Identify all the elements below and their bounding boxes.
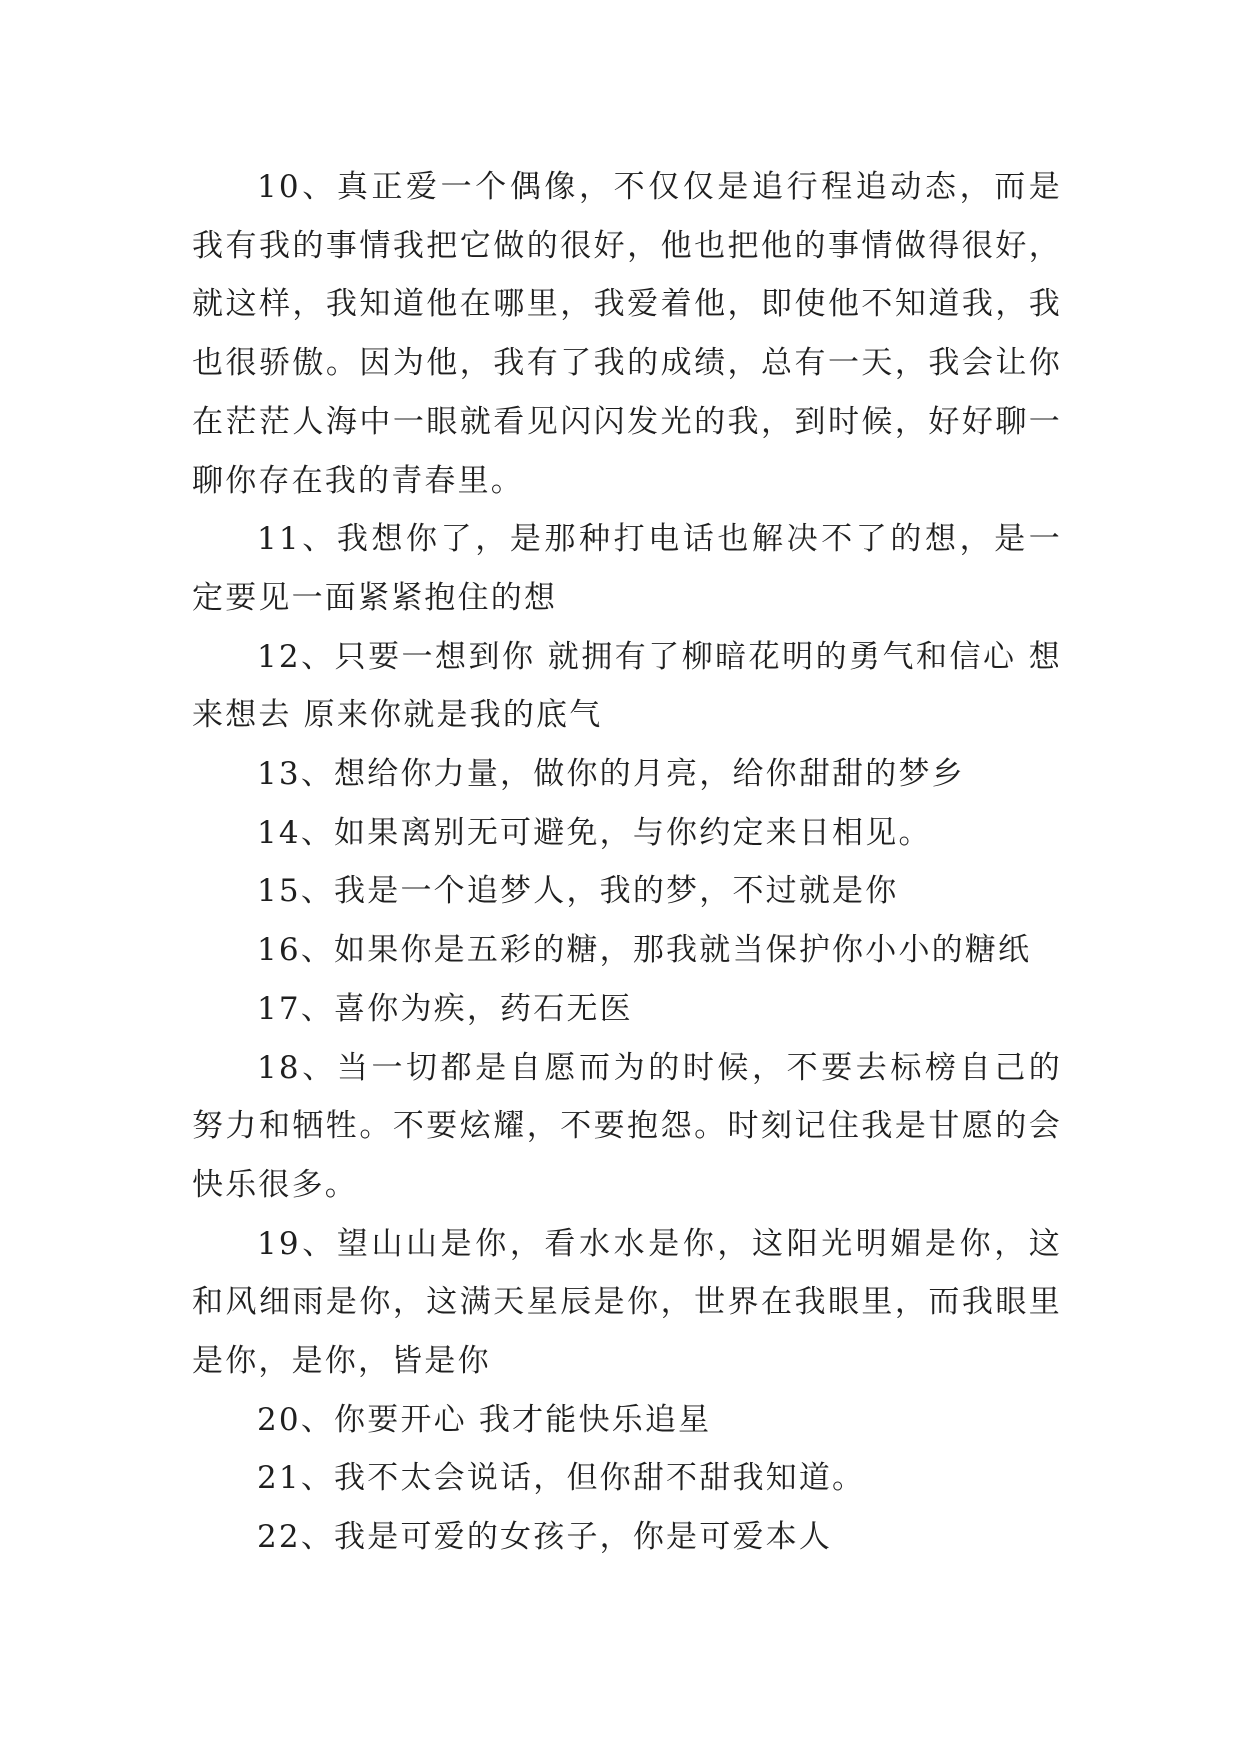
paragraph-16: 16、如果你是五彩的糖，那我就当保护你小小的糖纸 (257, 932, 1032, 969)
paragraph-11: 11、我想你了，是那种打电话也解决不了的想，是一定要见一面紧紧抱住的想 (192, 521, 1062, 616)
paragraph-15: 15、我是一个追梦人，我的梦，不过就是你 (257, 873, 899, 910)
document-body (192, 158, 1062, 1567)
paragraph-12: 12、只要一想到你 就拥有了柳暗花明的勇气和信心 想来想去 原来你就是我的底气 (192, 638, 1062, 734)
paragraph-13: 13、想给你力量，做你的月亮，给你甜甜的梦乡 (257, 756, 965, 793)
paragraph-18: 18、当一切都是自愿而为的时候，不要去标榜自己的努力和牺牲。不要炫耀，不要抱怨。时刻记住我是甘愿的会快乐很多。 (192, 1049, 1062, 1203)
paragraph-21: 21、我不太会说话，但你甜不甜我知道。 (257, 1460, 866, 1497)
paragraph-17: 17、喜你为疾，药石无医 (257, 990, 633, 1027)
paragraph-22: 22、我是可爱的女孩子，你是可爱本人 (257, 1519, 833, 1556)
paragraph-10: 10、真正爱一个偶像，不仅仅是追行程追动态，而是我有我的事情我把它做的很好，他也把他的事情做得很好，就这样，我知道他在哪里，我爱着他，即使他不知道我，我也很骄傲。因为他，我有了我的成绩，总有一天，我会让你在茫茫人海中一眼就看见闪闪发光的我，到时候，好好聊一聊你存在我的青春里。 (192, 169, 1062, 499)
paragraph-20: 20、你要开心 我才能快乐追星 (257, 1401, 712, 1438)
paragraph-14: 14、如果离别无可避免，与你约定来日相见。 (257, 814, 932, 851)
paragraph-19: 19、望山山是你，看水水是你，这阳光明媚是你，这和风细雨是你，这满天星辰是你，世界在我眼里，而我眼里是你，是你，皆是你 (192, 1225, 1062, 1380)
